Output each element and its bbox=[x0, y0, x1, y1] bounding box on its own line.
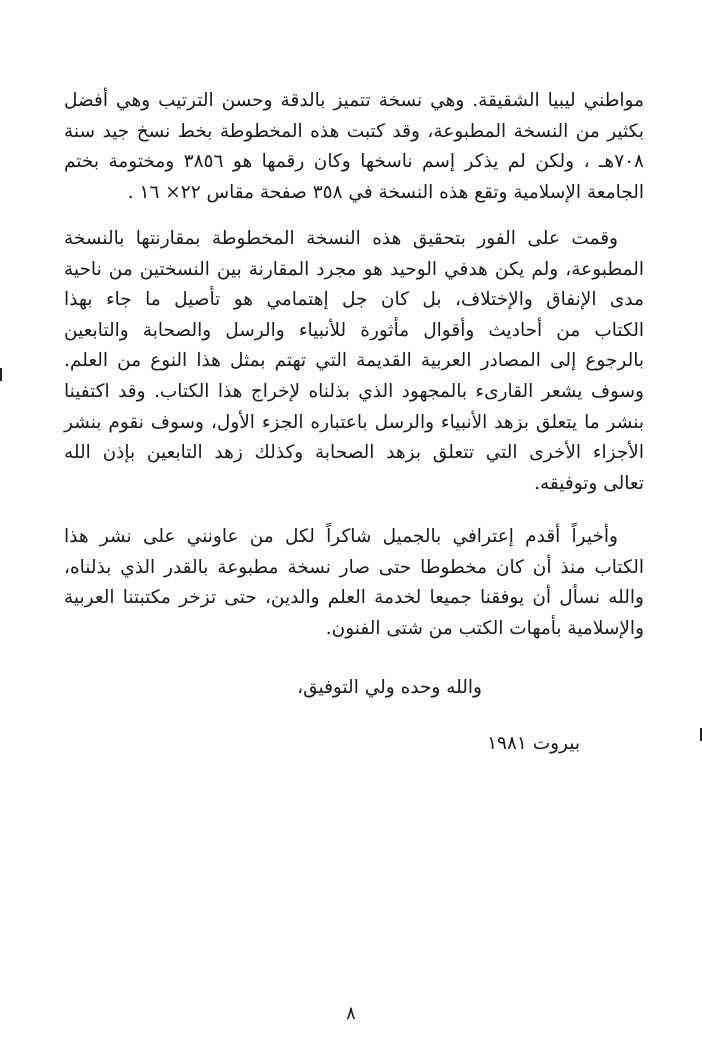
text-line: وقمت على الفور بتحقيق هذه النسخة المخطوطة بمقارنتها بالنسخة bbox=[64, 228, 618, 249]
text-line: الأجزاء الأخرى التي تتعلق بزهد الصحابة وكذلك زهد التابعين بإذن الله bbox=[64, 442, 644, 464]
text-line: بكثير من النسخة المطبوعة، وقد كتبت هذه المخطوطة بخط نسخ جيد سنة bbox=[64, 120, 644, 142]
text-line: المطبوعة، ولم يكن هدفي الوحيد هو مجرد المقارنة بين النسختين من ناحية bbox=[64, 258, 644, 280]
closing-salutation: والله وحده ولي التوفيق، bbox=[297, 677, 482, 698]
paragraph-2 bbox=[64, 224, 644, 499]
page-number: ٨ bbox=[346, 1003, 356, 1024]
text-line: الجامعة الإسلامية وتقع هذه النسخة في ٣٥٨ صفحة مقاس ٢٢× ١٦ . bbox=[127, 181, 644, 203]
text-line: مدى الإنفاق والإختلاف، بل كان جل إهتمامي هو تأصيل ما جاء بهذا bbox=[64, 289, 644, 311]
text-line: مواطني ليبيا الشقيقة. وهي نسخة تتميز بالدقة وحسن الترتيب وهي أفضل bbox=[64, 90, 644, 111]
place-date: بيروت ١٩٨١ bbox=[487, 733, 580, 754]
text-line: وسوف يشعر القارىء بالمجهود الذي بذلناه لإخراج هذا الكتاب. وقد اكتفينا bbox=[64, 380, 644, 402]
text-line: والله نسأل أن يوفقنا جميعا لخدمة العلم والدين، حتى تزخر مكتبتنا العربية bbox=[64, 587, 644, 609]
paragraph-1 bbox=[64, 86, 644, 208]
scan-margin-mark bbox=[0, 368, 2, 381]
text-line: تعالى وتوفيقه. bbox=[534, 472, 644, 494]
paragraph-3 bbox=[64, 522, 644, 644]
text-line: ٧٠٨هـ ، ولكن لم يذكر إسم ناسخها وكان رقمها هو ٣٨٥٦ ومختومة بختم bbox=[64, 151, 644, 173]
text-line: بنشر ما يتعلق بزهد الأنبياء والرسل باعتباره الجزء الأول، وسوف نقوم بنشر bbox=[64, 411, 644, 433]
text-line: بالرجوع إلى المصادر العربية القديمة التي تهتم بمثل هذا النوع من العلم. bbox=[64, 350, 644, 372]
text-line: الكتاب من أحاديث وأقوال مأثورة للأنبياء والرسل والصحابة والتابعين bbox=[64, 319, 644, 341]
text-line: وأخيراً أقدم إعترافي بالجميل شاكراً لكل من عاونني على نشر هذا bbox=[64, 526, 618, 547]
text-line: والإسلامية بأمهات الكتب من شتى الفنون. bbox=[325, 617, 644, 639]
text-line: الكتاب منذ أن كان مخطوطا حتى صار نسخة مطبوعة بالقدر الذي بذلناه، bbox=[64, 556, 644, 578]
